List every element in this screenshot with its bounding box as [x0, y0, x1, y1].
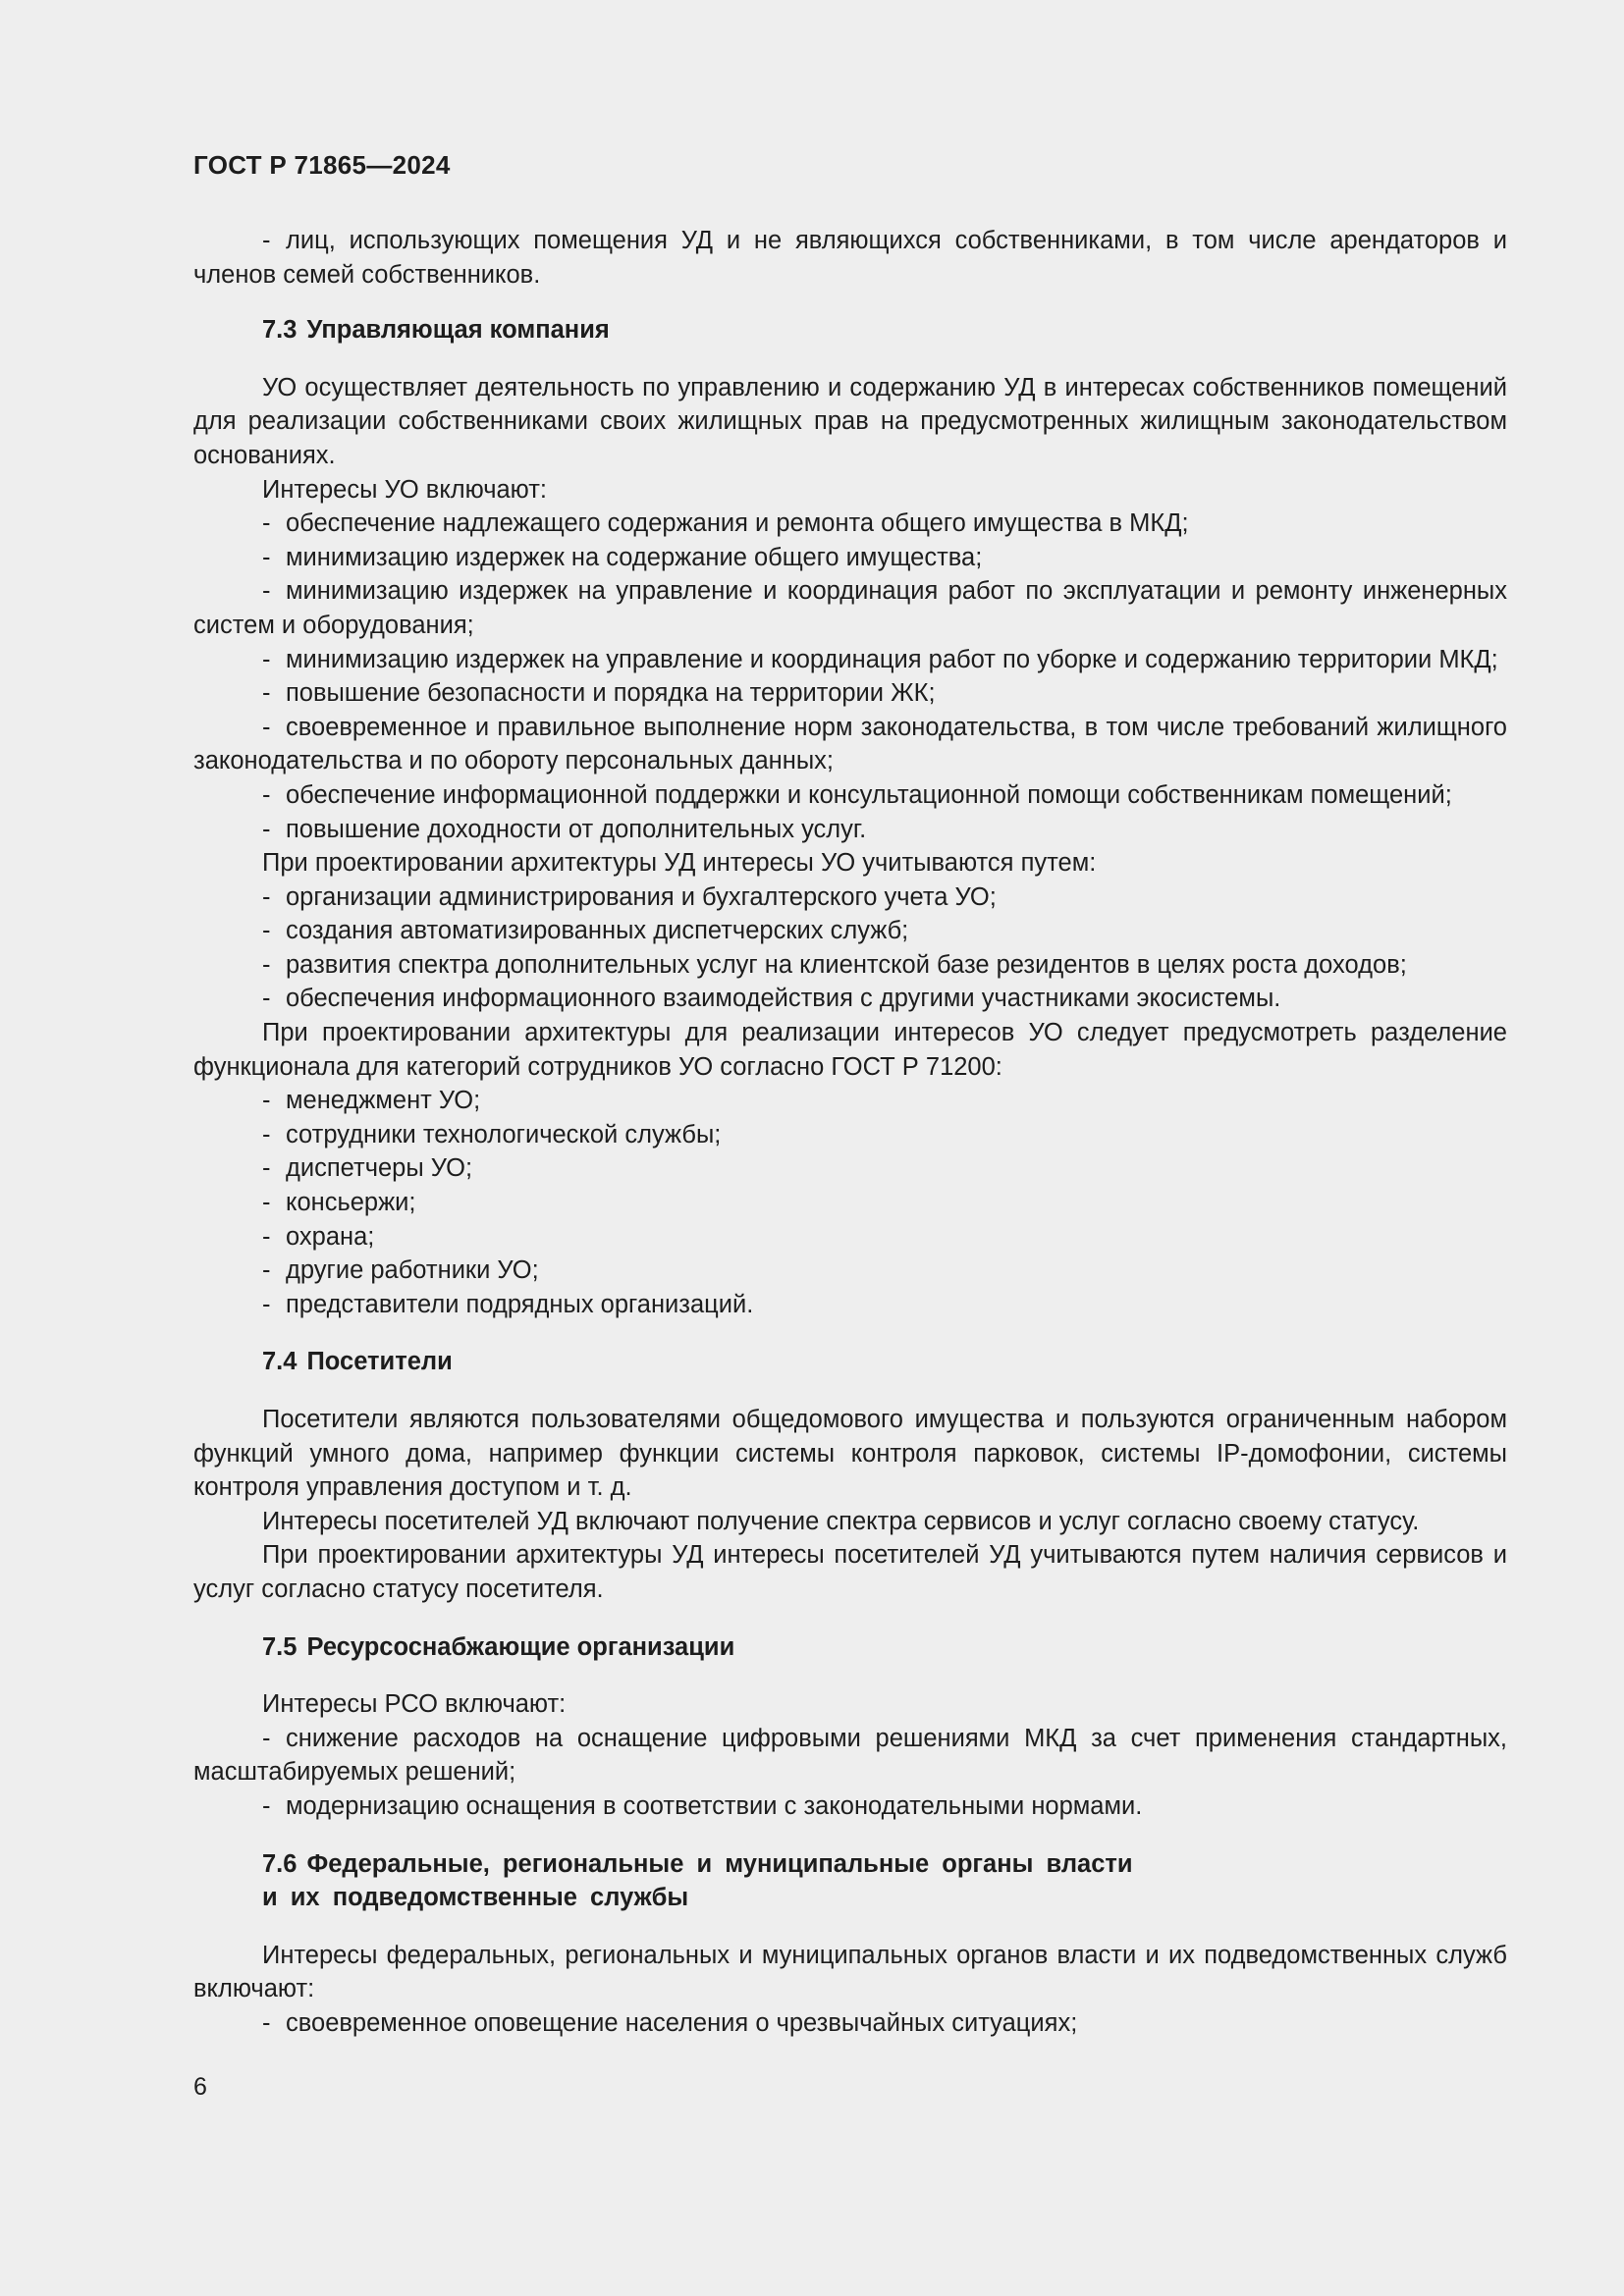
list-item-text: организации администрирования и бухгалтерского учета УО; — [286, 882, 997, 911]
list-item-text: консьержи; — [286, 1189, 416, 1217]
list-item — [193, 813, 1507, 847]
paragraph: При проектировании архитектуры для реализации интересов УО следует предусмотреть разделение функционала для категорий сотрудников УО согласно ГОСТ Р 71200: — [193, 1019, 1507, 1081]
list-item — [193, 1151, 1507, 1186]
paragraph: Интересы посетителей УД включают получение спектра сервисов и услуг согласно своему статусу. — [262, 1507, 1420, 1535]
list-item-text: повышение безопасности и порядка на территории ЖК; — [286, 679, 936, 708]
list-dash: - — [262, 1791, 271, 1820]
list-item — [193, 711, 1507, 778]
list-item-text: менеджмент УО; — [286, 1087, 481, 1115]
list-item-text: обеспечение информационной поддержки и консультационной помощи собственникам помещений; — [286, 780, 1452, 809]
list-item — [193, 643, 1507, 677]
list-dash: - — [262, 1222, 271, 1251]
paragraph: УО осуществляет деятельность по управлению и содержанию УД в интересах собственников помещений для реализации собственниками своих жилищных прав на предусмотренных жилищным законодательством основаниях. — [193, 373, 1507, 469]
list-dash: - — [262, 1120, 271, 1148]
section-number: 7.3 — [262, 316, 298, 345]
section-number: 7.6 — [262, 1849, 298, 1878]
list-item-text: минимизацию издержек на содержание общего имущества; — [286, 543, 983, 571]
list-dash: - — [262, 1256, 271, 1285]
list-item — [193, 1722, 1507, 1789]
list-item-text: развития спектра дополнительных услуг на клиентской базе резидентов в целях роста доходов; — [286, 950, 1407, 979]
list-item-text: минимизацию издержек на управление и координация работ по уборке и содержанию территории МКД; — [286, 645, 1498, 673]
list-item — [193, 881, 1507, 915]
list-dash: - — [262, 713, 271, 741]
list-item — [193, 914, 1507, 948]
section-title: Посетители — [306, 1348, 453, 1376]
list-uo-design-means — [193, 881, 1507, 1016]
list-item-text: обеспечение надлежащего содержания и ремонта общего имущества в МКД; — [286, 509, 1189, 538]
list-item-text: другие работники УО; — [286, 1256, 539, 1285]
paragraph: Интересы УО включают: — [262, 475, 548, 504]
section-heading-7-6 — [193, 1847, 1507, 1915]
paragraph: При проектировании архитектуры УД интересы УО учитываются путем: — [262, 849, 1097, 878]
list-item — [193, 948, 1507, 983]
section-title: Ресурсоснабжающие организации — [306, 1632, 735, 1661]
list-item — [193, 778, 1507, 813]
list-dash: - — [262, 227, 271, 254]
list-item-text: модернизацию оснащения в соответствии с законодательными нормами. — [286, 1791, 1143, 1820]
list-item — [193, 676, 1507, 711]
list-item — [193, 224, 1507, 292]
section-title-line-2: и их подведомственные службы — [262, 1884, 689, 1912]
list-dash: - — [262, 1189, 271, 1217]
list-dash: - — [262, 509, 271, 538]
list-dash: - — [262, 679, 271, 708]
list-dash: - — [262, 780, 271, 809]
list-item-text: представители подрядных организаций. — [286, 1290, 754, 1318]
section-heading-7-3 — [193, 313, 1507, 347]
list-item — [193, 1789, 1507, 1824]
list-dash: - — [262, 1087, 271, 1115]
section-heading-7-4 — [193, 1345, 1507, 1379]
paragraph: Посетители являются пользователями общедомового имущества и пользуются ограниченным набором функций умного дома, например функции системы контроля парковок, системы IP-домофонии, системы контроля управления доступом и т. д. — [193, 1406, 1507, 1502]
document-code-header: ГОСТ Р 71865—2024 — [193, 150, 451, 180]
list-item — [193, 1220, 1507, 1255]
list-item — [193, 1118, 1507, 1152]
list-item — [193, 2006, 1507, 2041]
list-item — [193, 1186, 1507, 1220]
list-item-text: снижение расходов на оснащение цифровыми решениями МКД за счет применения стандартных, масштабируемых решений; — [193, 1724, 1507, 1787]
list-dash: - — [262, 2008, 271, 2037]
list-dash: - — [262, 1290, 271, 1318]
paragraph: При проектировании архитектуры УД интересы посетителей УД учитываются путем наличия сервисов и услуг согласно статусу посетителя. — [193, 1541, 1507, 1603]
list-item-text: своевременное оповещение населения о чрезвычайных ситуациях; — [286, 2008, 1078, 2037]
list-item-text: сотрудники технологической службы; — [286, 1120, 722, 1148]
list-item-text: диспетчеры УО; — [286, 1154, 473, 1183]
list-uo-staff-categories — [193, 1084, 1507, 1321]
list-dash: - — [262, 985, 271, 1013]
list-item-text: повышение доходности от дополнительных услуг. — [286, 815, 867, 843]
paragraph: Интересы РСО включают: — [262, 1690, 567, 1719]
list-item — [193, 1288, 1507, 1322]
list-item — [193, 982, 1507, 1016]
section-title-line-1: Федеральные, региональные и муниципальные органы власти — [306, 1849, 1133, 1878]
section-number: 7.4 — [262, 1348, 298, 1376]
list-dash: - — [262, 950, 271, 979]
page-number: 6 — [193, 2073, 207, 2101]
section-number: 7.5 — [262, 1632, 298, 1661]
list-item — [193, 541, 1507, 575]
list-item — [193, 574, 1507, 642]
list-dash: - — [262, 645, 271, 673]
paragraph: Интересы федеральных, региональных и муниципальных органов власти и их подведомственных служб включают: — [193, 1941, 1507, 2003]
list-item-text: создания автоматизированных диспетчерских служб; — [286, 917, 909, 945]
section-title: Управляющая компания — [306, 316, 610, 345]
list-authorities-interests — [193, 2006, 1507, 2041]
list-dash: - — [262, 815, 271, 843]
list-item — [193, 507, 1507, 541]
list-dash: - — [262, 543, 271, 571]
list-dash: - — [262, 1154, 271, 1183]
list-item — [193, 1254, 1507, 1288]
list-item-text: минимизацию издержек на управление и координация работ по эксплуатации и ремонту инженерных систем и оборудования; — [193, 577, 1507, 639]
list-rso-interests — [193, 1722, 1507, 1824]
list-item-text: своевременное и правильное выполнение норм законодательства, в том числе требований жилищного законодательства и по обороту персональных данных; — [193, 713, 1507, 775]
document-body — [193, 224, 1507, 2041]
section-heading-7-5 — [193, 1630, 1507, 1665]
list-item-text: охрана; — [286, 1222, 375, 1251]
list-item-text: лиц, использующих помещения УД и не являющихся собственниками, в том числе арендаторов и членов семей собственников. — [193, 227, 1507, 289]
list-dash: - — [262, 917, 271, 945]
list-dash: - — [262, 882, 271, 911]
list-item-text: обеспечения информационного взаимодействия с другими участниками экосистемы. — [286, 985, 1281, 1013]
list-uo-interests — [193, 507, 1507, 846]
list-dash: - — [262, 1724, 271, 1752]
list-dash: - — [262, 577, 271, 606]
list-item — [193, 1084, 1507, 1118]
